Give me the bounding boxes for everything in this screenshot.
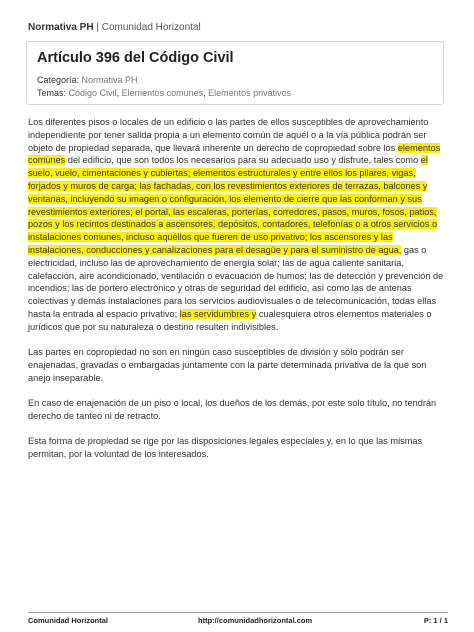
article-title: Artículo 396 del Código Civil: [37, 50, 234, 66]
page-footer: [28, 612, 448, 625]
highlighted-text: el suelo, vuelo, cimentaciones y cubiertas; elementos estructurales y entre ellos los pilares, vigas, forjados y muros de carga; las fachadas, con los revestimientos exteriores de terrazas, balcones y ventanas, incluyendo su imagen o configuración, los elemento de cierre que las conforman y sus revestimientos exteriores; el portal, las escaleras, porterías, corredores, pasos, muros, fosos, patios, pozos y los recintos destinados a ascensores, depósitos, contadores, telefonías o a otros servicios o instalaciones comunes, incluso aquéllos que fueren de uso privativo; los ascensores y las instalaciones, conducciones y canalizaciones para el desagüe y para el suministro de agua,: [28, 155, 438, 255]
topics-line: Temas: Código Civil, Elementos comunes, Elementos privativos: [37, 88, 292, 98]
text-segment: del edificio, que son todos los necesarios para su adecuado uso y disfrute, tales como: [65, 155, 421, 166]
topic-link[interactable]: Elementos privativos: [208, 88, 292, 98]
paragraph-2: Las partes en copropiedad no son en ningún caso susceptibles de división y sólo podrán ser enajenadas, gravadas o embargadas juntamente con la parte determinada privativa de la que son anejo inseparable.: [28, 347, 427, 383]
topic-link[interactable]: Código Civil: [68, 88, 117, 98]
text-segment: cualesquiera otros elementos materiales o jurídicos que por su naturaleza o destino resulten indivisibles.: [28, 308, 432, 332]
header-separator: |: [96, 22, 99, 33]
topic-link[interactable]: Elementos comunes: [121, 88, 204, 98]
site-header: [28, 22, 201, 33]
footer-site-name: Comunidad Horizontal: [28, 616, 108, 625]
footer-page-number: P: 1 / 1: [423, 616, 448, 625]
text-segment: gas o electricidad, incluso las de aprovechamiento de energía solar; las de agua caliente sanitaria, calefacción, aire acondicionado, ventilación o evacuación de humos; las de detección y prevención de incendios; las de portero electrónico y otras de seguridad del edificio, así como las de antenas colectivas y demás instalaciones para los servicios audiovisuales o de telecomunicación, todas ellas hasta la entrada al espacio privativo;: [28, 244, 444, 319]
category-label: Categoría:: [37, 75, 80, 85]
category-line: [37, 74, 433, 87]
paragraph-4: Esta forma de propiedad se rige por las disposiciones legales especiales y, en lo que las mismas permitan, por la voluntad de los interesados.: [28, 436, 423, 459]
article-title-box: [26, 41, 444, 105]
highlighted-text: elementos comunes: [28, 142, 441, 166]
article-body: [28, 116, 448, 473]
topics-label: Temas:: [37, 88, 67, 98]
header-brand[interactable]: Normativa PH: [28, 22, 94, 33]
header-site-name[interactable]: Comunidad Horizontal: [101, 22, 201, 33]
paragraph-1: [28, 116, 448, 334]
paragraph-3: En caso de enajenación de un piso o local, los dueños de los demás, por este solo título, no tendrán derecho de tanteo ni de retracto.: [28, 397, 437, 421]
footer-url-link[interactable]: http://comunidadhorizontal.com: [198, 616, 313, 625]
text-segment: Los diferentes pisos o locales de un edificio o las partes de ellos susceptibles de aprovechamiento independiente por tener salida propia a un elemento común de aquél o a la vía pública podrán ser objeto de propiedad separada, que llevará inherente un derecho de copropiedad sobre los: [28, 117, 429, 153]
category-link[interactable]: Normativa PH: [81, 75, 138, 85]
highlighted-text: las servidumbres y: [179, 308, 257, 319]
